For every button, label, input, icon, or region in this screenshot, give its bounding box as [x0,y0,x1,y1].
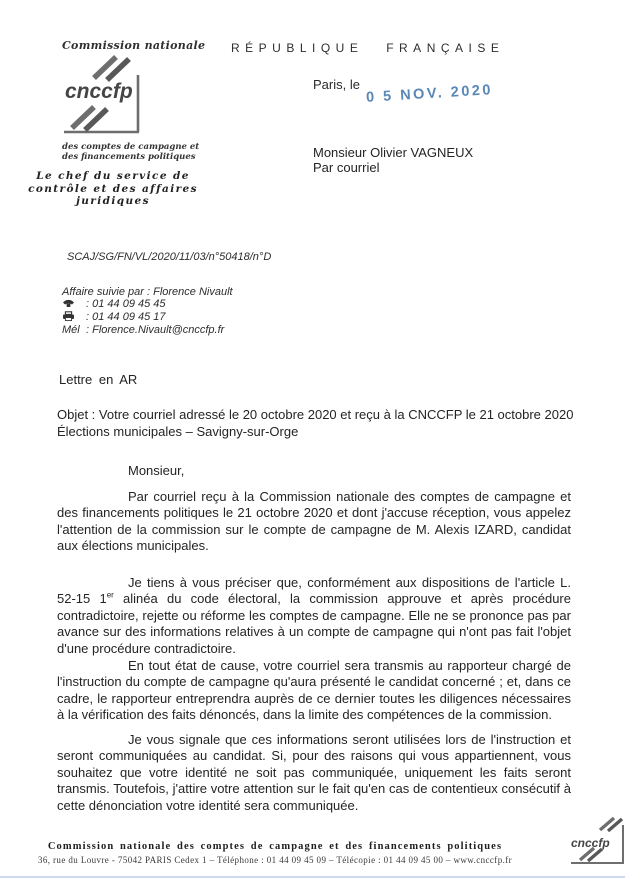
delivery-mode: Lettre en AR [59,372,138,387]
org-subtitle-line1: des comptes de campagne et [62,142,200,152]
subject-line1: Objet : Votre courriel adressé le 20 octobre 2020 et reçu à la CNCCFP le 21 octobre 2020 [57,407,574,422]
date-stamp: 0 5 NOV. 2020 [365,82,494,106]
sender-title-line1: Le chef du service de [36,170,190,182]
logo-wordmark: cnccfp [65,80,133,103]
salutation: Monsieur, [128,463,185,478]
paragraph-2 [57,575,571,657]
sender-title-line2: contrôle et des affaires [28,182,198,195]
fax-icon [62,311,86,324]
email-address: : Florence.Nivault@cnccfp.fr [86,324,225,336]
scan-artifact-line [0,876,625,878]
delivery-method: Par courriel [313,159,380,175]
sender-title [28,170,198,208]
contact-person-row [62,286,233,298]
org-subtitle-line2: des financements politiques [62,152,196,162]
contact-email-row [62,324,233,336]
contact-person: Affaire suivie par : Florence Nivault [62,286,233,298]
contact-block [62,286,233,336]
footer-org-name: Commission nationale des comptes de campagne et des financements politiques [47,841,503,852]
phone-icon [62,298,86,311]
recipient-block [313,146,473,175]
footer [30,841,520,865]
ordinal-superscript: er [106,591,114,601]
paragraph-1: Par courriel reçu à la Commission nationale des comptes de campagne et des financements politiques le 21 octobre 2020 et dont j'accuse réception, vous appelez l'attention de la commission sur le compte de campagne de M. Alexis IZARD, candidat aux élections municipales. [57,489,571,554]
org-name-small: Commission nationale [62,39,206,52]
sender-title-line3: juridiques [76,195,150,207]
subject-line2: Élections municipales – Savigny-sur-Orge [57,423,299,439]
reference-number: SCAJ/SG/FN/VL/2020/11/03/n°50418/n°D [67,251,272,263]
subject-block [57,407,577,440]
place-date-line: Paris, le [313,77,360,92]
org-subtitle [62,142,199,162]
footer-cnccfp-logo-icon [566,816,625,868]
paragraph-4: Je vous signale que ces informations seront utilisées lors de l'instruction et seront communiquées au candidat. Si, pour des raisons qui vous appartiennent, vous souhaitez que votre identité ne soit pas communiquée, uniquement les faits seront transmis. Toutefois, j'attire votre attention sur le fait qu'en cas de contentieux consécutif à cette dénonciation votre identité sera communiquée. [57,732,571,813]
contact-phone-row [62,298,233,311]
paragraph-2-text-cont: alinéa du code électoral, la commission approuve et après procédure contradictoire, rejette ou réforme les comptes de campagne. Elle ne se prononce pas par avance sur des informations relatives à un compte de campagne qui n'ont pas fait l'objet d'une procédure contradictoire. [57,591,571,656]
recipient-name: Monsieur Olivier VAGNEUX [313,145,474,160]
republic-heading: RÉPUBLIQUE FRANÇAISE [231,41,505,55]
phone-number: : 01 44 09 45 45 [86,298,166,310]
email-label: Mél [62,324,80,336]
paragraph-3: En tout état de cause, votre courriel sera transmis au rapporteur chargé de l'instruction du compte de campagne qu'aura présenté le candidat concerné ; et, dans ce cadre, le rapporteur entreprendra auprès de ce dernier toutes les diligences nécessaires à la vérification des faits dénoncés, dans la limite des compétences de la commission. [57,658,571,723]
footer-address: 36, rue du Louvre - 75042 PARIS Cedex 1 – Téléphone : 01 44 09 45 09 – Télécopie : 01 44 09 45 00 – www.cnccfp.fr [37,855,513,865]
contact-fax-row [62,311,233,324]
footer-logo-wordmark: cnccfp [571,836,610,850]
cnccfp-logo-icon [60,54,152,140]
fax-number: : 01 44 09 45 17 [86,311,166,323]
paragraph-2-text: Je tiens à vous préciser que, conformément aux dispositions de l'article L. 52-15 1 [57,575,571,607]
